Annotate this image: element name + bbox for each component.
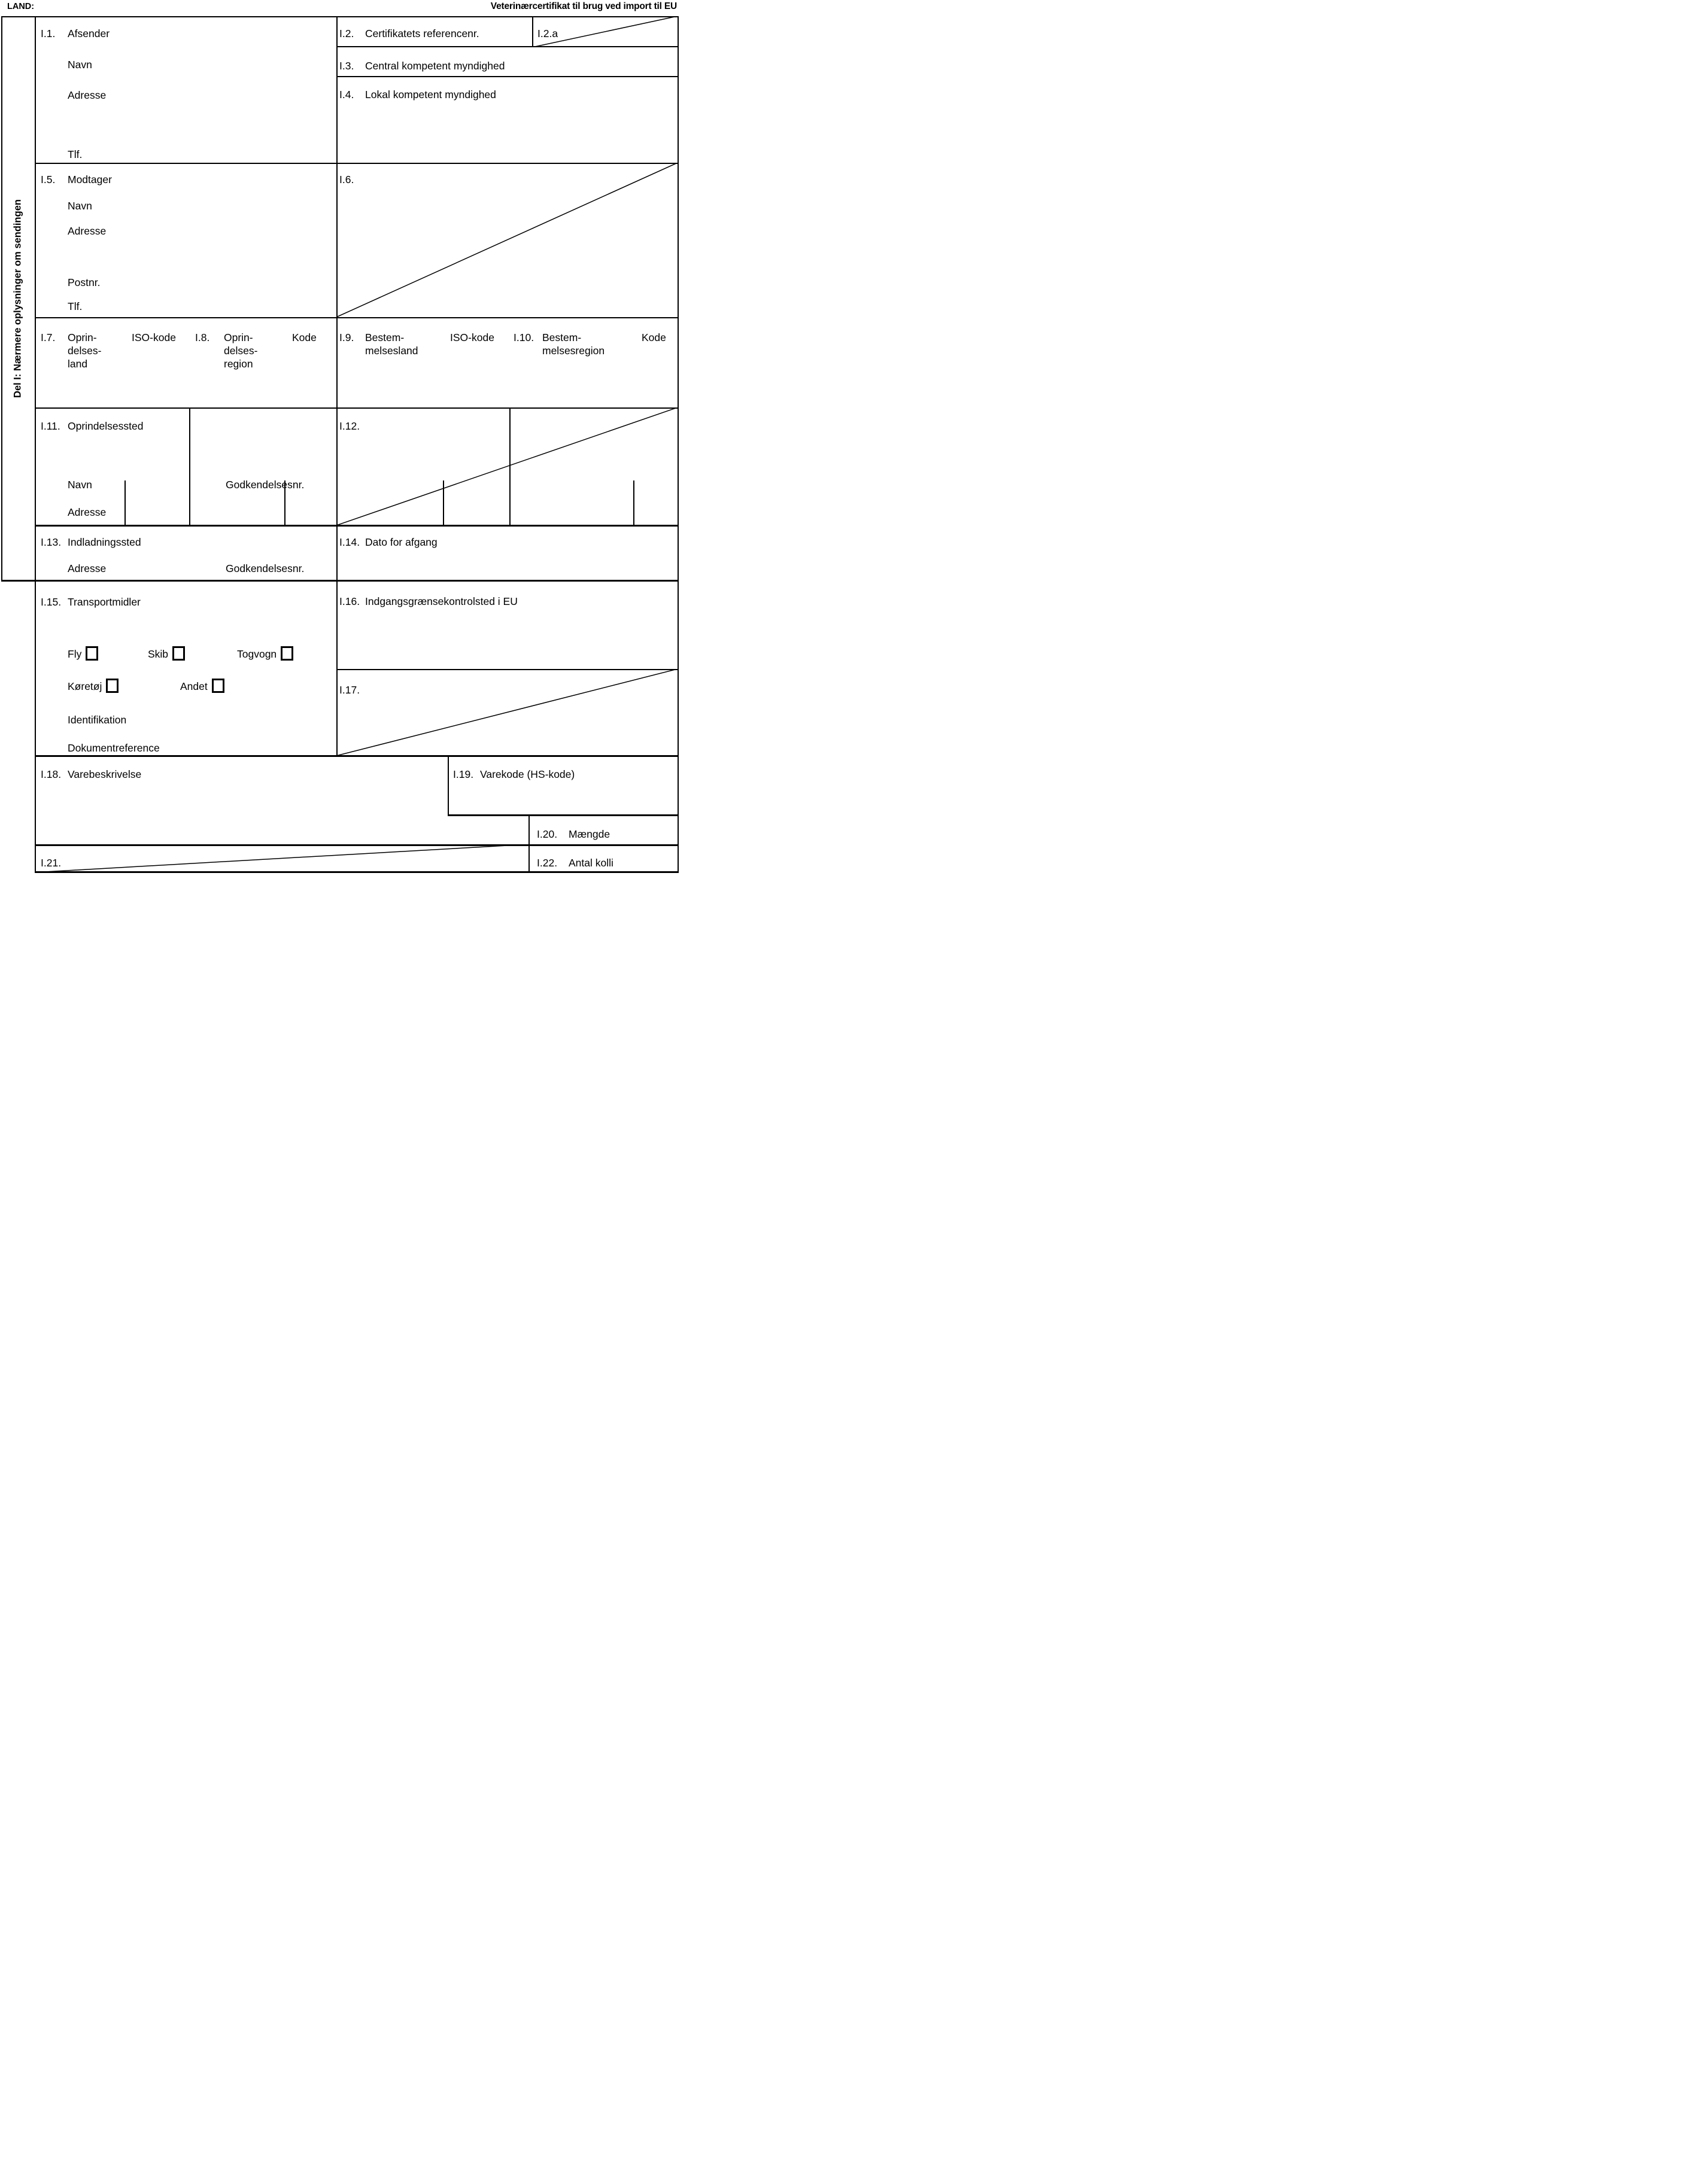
box-i12-number: I.12. — [339, 420, 360, 432]
grid-line-v-center — [336, 16, 338, 756]
box-i22-label: Antal kolli — [569, 857, 613, 869]
i9-code-label: ISO-kode — [450, 331, 494, 343]
box-i19-number: I.19. — [453, 768, 474, 780]
skib-label: Skib — [148, 647, 169, 660]
fly-label: Fly — [68, 647, 82, 660]
box-i17-number: I.17. — [339, 684, 360, 696]
box-i7-label-line1: Oprin- — [68, 331, 97, 343]
box-i14-label: Dato for afgang — [365, 536, 438, 548]
grid-line-h-row2-bottom — [35, 317, 678, 318]
box-i6-number: I.6. — [339, 174, 354, 185]
box-i18-label: Varebeskrivelse — [68, 768, 142, 780]
koretoj-label: Køretøj — [68, 680, 102, 692]
grid-line-v-i7-i8 — [189, 407, 190, 525]
i13-adresse-label: Adresse — [68, 562, 107, 574]
box-i16-label: Indgangsgrænsekontrolsted i EU — [365, 595, 518, 607]
box-i22-number: I.22. — [537, 857, 558, 869]
koretoj-checkbox[interactable] — [106, 679, 119, 693]
box-i9-label-line1: Bestem- — [365, 331, 405, 343]
grid-line-v-outer-left — [1, 16, 2, 581]
box-i9-label-line2: melsesland — [365, 345, 418, 357]
box-i7-label-line3: land — [68, 358, 88, 370]
box-i10-label-line1: Bestem- — [542, 331, 582, 343]
box-i2a-number: I.2.a — [537, 28, 558, 39]
i15-identifikation-label: Identifikation — [68, 714, 127, 726]
box-i10-number: I.10. — [514, 331, 534, 343]
box-i4-label: Lokal kompetent myndighed — [365, 89, 496, 101]
box-i19-label: Varekode (HS-kode) — [480, 768, 575, 780]
box-i8-number: I.8. — [195, 331, 210, 343]
grid-line-h-row5-bottom — [1, 580, 678, 582]
i10-code-label: Kode — [642, 331, 666, 343]
box-i8-label-line2: delses- — [224, 345, 258, 357]
country-label: LAND: — [7, 2, 35, 11]
box-i16-number: I.16. — [339, 595, 360, 607]
part-i-label: Del I: Nærmere oplysninger om sendingen — [12, 199, 23, 398]
i11-godkendelsesnr-label: Godkendelsesnr. — [226, 479, 305, 491]
box-i5-number: I.5. — [41, 174, 56, 185]
box-i20-label: Mængde — [569, 828, 610, 840]
part-i-sidebar — [1, 16, 35, 580]
togvogn-label: Togvogn — [237, 647, 277, 660]
i13-godkendelsesnr-label: Godkendelsesnr. — [226, 562, 305, 574]
box-i13-number: I.13. — [41, 536, 62, 548]
box-i7-label-line2: delses- — [68, 345, 102, 357]
andet-checkbox[interactable] — [212, 679, 224, 693]
box-i3-label: Central kompetent myndighed — [365, 60, 505, 72]
diagonal-strike-i12 — [336, 407, 678, 525]
i5-tlf-label: Tlf. — [68, 300, 83, 312]
i15-dokumentreference-label: Dokumentreference — [68, 742, 160, 754]
transport-option-togvogn — [237, 647, 293, 661]
grid-line-v-i20-left — [528, 814, 530, 873]
box-i4-number: I.4. — [339, 89, 354, 101]
box-i15-label: Transportmidler — [68, 596, 141, 608]
diagonal-strike-i17 — [336, 669, 678, 756]
box-i11-number: I.11. — [41, 420, 60, 432]
diagonal-strike-i6 — [336, 163, 678, 317]
i8-code-label: Kode — [292, 331, 317, 343]
box-i15-number: I.15. — [41, 596, 62, 608]
grid-line-v-sidebar — [35, 16, 36, 873]
box-i8-label-line3: region — [224, 358, 253, 370]
box-i14-number: I.14. — [339, 536, 360, 548]
togvogn-checkbox[interactable] — [281, 646, 293, 661]
grid-line-h-i3-bottom — [336, 76, 678, 77]
box-i9-number: I.9. — [339, 331, 354, 343]
certificate-page — [0, 0, 679, 874]
box-i3-number: I.3. — [339, 60, 354, 72]
i1-tlf-label: Tlf. — [68, 148, 83, 160]
box-i7-number: I.7. — [41, 331, 56, 343]
box-i2-label: Certifikatets referencenr. — [365, 28, 479, 39]
andet-label: Andet — [180, 680, 208, 692]
box-i5-label: Modtager — [68, 174, 112, 185]
transport-option-skib — [148, 647, 185, 661]
i5-navn-label: Navn — [68, 200, 92, 212]
i1-adresse-label: Adresse — [68, 89, 107, 101]
diagonal-strike-i21 — [35, 844, 528, 872]
box-i18-number: I.18. — [41, 768, 62, 780]
skib-checkbox[interactable] — [172, 646, 185, 661]
transport-option-andet — [180, 680, 224, 693]
box-i13-label: Indladningssted — [68, 536, 141, 548]
i7-code-label: ISO-kode — [132, 331, 176, 343]
box-i11-label: Oprindelsessted — [68, 420, 144, 432]
box-i2-number: I.2. — [339, 28, 354, 39]
transport-option-koretoj — [68, 680, 119, 693]
code-tick-i7 — [124, 480, 126, 525]
box-i10-label-line2: melsesregion — [542, 345, 605, 357]
i1-navn-label: Navn — [68, 59, 92, 71]
transport-option-fly — [68, 647, 98, 661]
i11-adresse-label: Adresse — [68, 506, 107, 518]
i5-postnr-label: Postnr. — [68, 276, 101, 288]
i11-navn-label: Navn — [68, 479, 92, 491]
fly-checkbox[interactable] — [86, 646, 98, 661]
grid-line-v-i19-left — [448, 755, 449, 816]
grid-line-h-i19-bottom — [448, 814, 678, 816]
box-i1-number: I.1. — [41, 28, 56, 39]
grid-line-v-outer-right — [678, 16, 679, 873]
box-i20-number: I.20. — [537, 828, 558, 840]
page-title: Veterinærcertifikat til brug ved import til EU — [490, 1, 677, 11]
box-i8-label-line1: Oprin- — [224, 331, 253, 343]
box-i1-label: Afsender — [68, 28, 110, 39]
i5-adresse-label: Adresse — [68, 225, 107, 237]
box-i21-number: I.21. — [41, 857, 62, 869]
